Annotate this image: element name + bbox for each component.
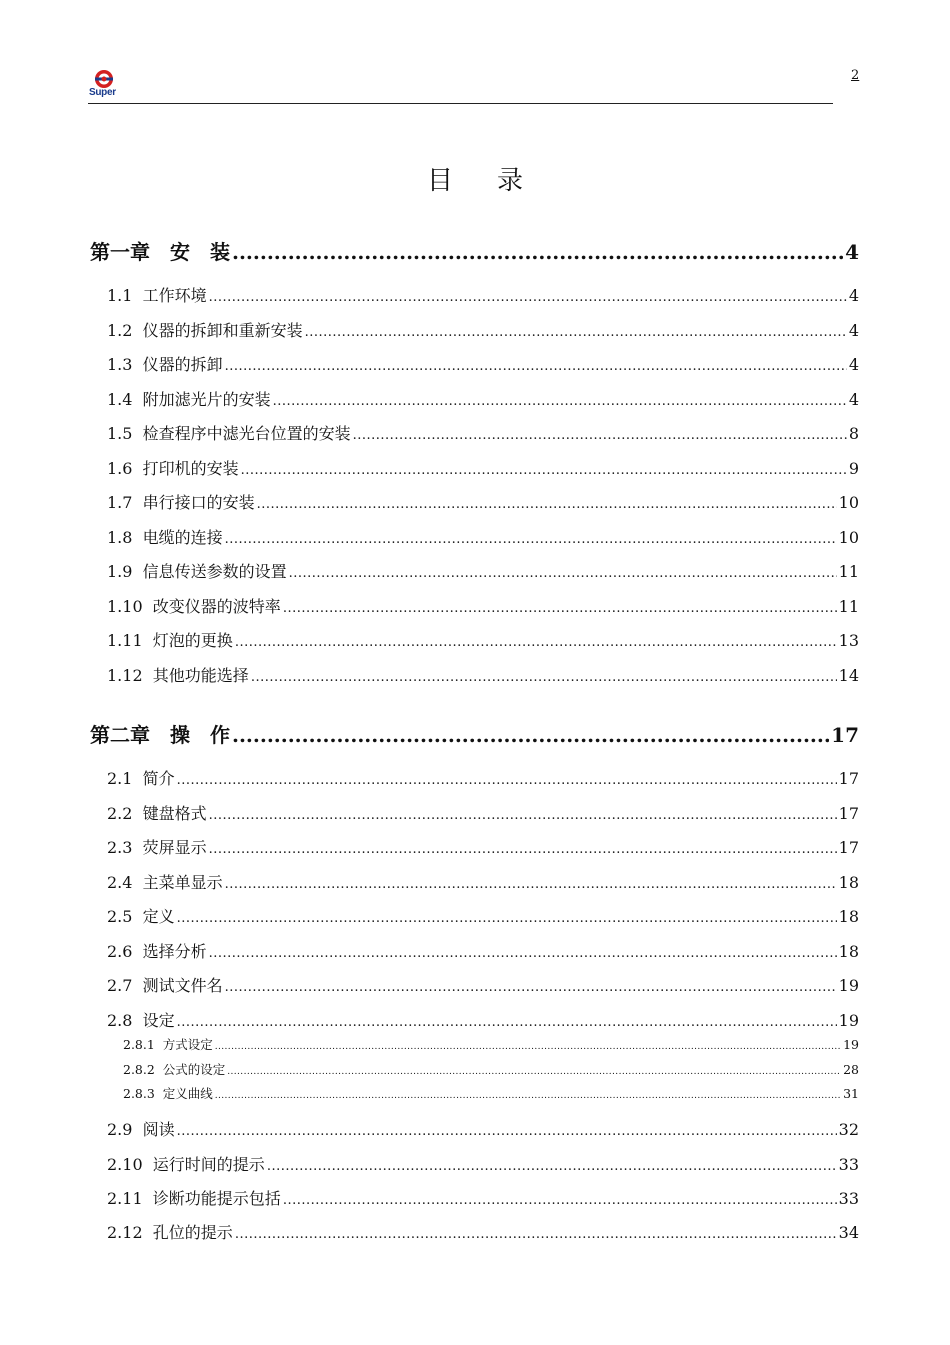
toc-entry-page: 32: [838, 1120, 859, 1139]
toc-entry-label: 1.4 附加滤光片的安装: [107, 390, 271, 409]
toc-entry-page: 33: [838, 1155, 859, 1174]
toc-entry-page: 8: [848, 424, 859, 443]
toc-leader-dots: [225, 877, 837, 892]
toc-leader-dots: [215, 1091, 841, 1101]
toc-leader-dots: [235, 1227, 837, 1242]
toc-section-entry[interactable]: [107, 766, 859, 789]
toc-leader-dots: [177, 911, 837, 926]
toc-entry-label: 2.8.2 公式的设定: [123, 1062, 226, 1077]
toc-entry-page: 18: [838, 942, 859, 961]
toc-section-entry[interactable]: [107, 870, 859, 893]
toc-entry-label: 2.2 键盘格式: [107, 804, 207, 823]
toc-entry-label: 第二章 操 作: [90, 723, 230, 747]
toc-entry-label: 2.9 阅读: [107, 1120, 175, 1139]
toc-section-entry[interactable]: [107, 456, 859, 479]
toc-entry-label: 1.12 其他功能选择: [107, 666, 249, 685]
toc-subsection-entry[interactable]: [123, 1035, 859, 1053]
toc-leader-dots: [241, 463, 847, 478]
toc-entry-label: 2.8.1 方式设定: [123, 1037, 213, 1052]
toc-entry-page: 4: [848, 286, 859, 305]
header-divider: [88, 103, 833, 104]
toc-leader-dots: [225, 532, 837, 547]
toc-entry-page: 9: [848, 459, 859, 478]
toc-leader-dots: [232, 723, 829, 747]
toc-subsection-entry[interactable]: [123, 1060, 859, 1078]
toc-entry-label: 2.1 简介: [107, 769, 175, 788]
toc-section-entry[interactable]: [107, 801, 859, 824]
toc-section-entry[interactable]: [107, 939, 859, 962]
toc-section-entry[interactable]: [107, 318, 859, 341]
toc-leader-dots: [227, 1067, 841, 1077]
toc-chapter-entry[interactable]: [90, 719, 859, 748]
toc-leader-dots: [353, 428, 847, 443]
toc-entry-page: 11: [838, 597, 859, 616]
toc-leader-dots: [257, 497, 837, 512]
toc-entry-label: 2.11 诊断功能提示包括: [107, 1189, 281, 1208]
toc-entry-label: 2.10 运行时间的提示: [107, 1155, 265, 1174]
toc-leader-dots: [273, 394, 847, 409]
toc-leader-dots: [209, 808, 837, 823]
toc-entry-label: 1.6 打印机的安装: [107, 459, 239, 478]
toc-section-entry[interactable]: [107, 1186, 859, 1209]
toc-entry-label: 2.7 测试文件名: [107, 976, 223, 995]
toc-entry-label: 1.5 检查程序中滤光台位置的安装: [107, 424, 351, 443]
toc-section-entry[interactable]: [107, 1008, 859, 1031]
toc-entry-label: 2.3 荧屏显示: [107, 838, 207, 857]
toc-entry-label: 2.6 选择分析: [107, 942, 207, 961]
toc-section-entry[interactable]: [107, 904, 859, 927]
toc-entry-page: 11: [838, 562, 859, 581]
toc-leader-dots: [177, 773, 837, 788]
toc-entry-page: 13: [838, 631, 859, 650]
company-logo: [89, 69, 119, 99]
toc-entry-page: 18: [838, 873, 859, 892]
toc-section-entry[interactable]: [107, 835, 859, 858]
toc-section-entry[interactable]: [107, 421, 859, 444]
toc-entry-label: 2.12 孔位的提示: [107, 1223, 233, 1242]
toc-leader-dots: [283, 1193, 837, 1208]
toc-entry-page: 19: [843, 1037, 859, 1052]
toc-chapter-entry[interactable]: [90, 236, 859, 265]
toc-leader-dots: [177, 1015, 837, 1030]
toc-leader-dots: [209, 842, 837, 857]
toc-section-entry[interactable]: [107, 594, 859, 617]
logo-text: Super: [89, 87, 116, 98]
toc-entry-label: 2.8.3 定义曲线: [123, 1086, 213, 1101]
toc-entry-page: 10: [838, 528, 859, 547]
toc-leader-dots: [289, 566, 837, 581]
toc-entry-label: 1.11 灯泡的更换: [107, 631, 233, 650]
toc-entry-page: 28: [843, 1062, 859, 1077]
toc-entry-label: 1.3 仪器的拆卸: [107, 355, 223, 374]
toc-section-entry[interactable]: [107, 1152, 859, 1175]
toc-entry-page: 33: [838, 1189, 859, 1208]
toc-section-entry[interactable]: [107, 559, 859, 582]
toc-leader-dots: [215, 1042, 841, 1052]
toc-leader-dots: [251, 670, 837, 685]
toc-entry-page: 17: [838, 769, 859, 788]
toc-entry-page: 31: [843, 1086, 859, 1101]
toc-section-entry[interactable]: [107, 525, 859, 548]
toc-leader-dots: [177, 1124, 837, 1139]
toc-section-entry[interactable]: [107, 283, 859, 306]
toc-entry-page: 17: [831, 723, 859, 747]
toc-section-entry[interactable]: [107, 490, 859, 513]
toc-entry-page: 4: [845, 240, 859, 264]
toc-entry-page: 34: [838, 1223, 859, 1242]
toc-entry-label: 2.5 定义: [107, 907, 175, 926]
toc-leader-dots: [209, 290, 847, 305]
toc-entry-page: 17: [838, 838, 859, 857]
toc-leader-dots: [232, 240, 843, 264]
toc-leader-dots: [225, 980, 837, 995]
toc-leader-dots: [209, 946, 837, 961]
toc-section-entry[interactable]: [107, 973, 859, 996]
toc-entry-page: 14: [838, 666, 859, 685]
toc-section-entry[interactable]: [107, 628, 859, 651]
toc-section-entry[interactable]: [107, 663, 859, 686]
toc-entry-label: 1.7 串行接口的安装: [107, 493, 255, 512]
toc-entry-label: 1.9 信息传送参数的设置: [107, 562, 287, 581]
toc-leader-dots: [267, 1159, 837, 1174]
toc-entry-label: 1.8 电缆的连接: [107, 528, 223, 547]
toc-entry-page: 4: [848, 390, 859, 409]
toc-entry-label: 1.2 仪器的拆卸和重新安装: [107, 321, 303, 340]
toc-section-entry[interactable]: [107, 1220, 859, 1243]
toc-section-entry[interactable]: [107, 387, 859, 410]
toc-leader-dots: [235, 635, 837, 650]
toc-section-entry[interactable]: [107, 352, 859, 375]
toc-title: 目录: [426, 166, 567, 196]
toc-entry-page: 4: [848, 355, 859, 374]
toc-entry-page: 4: [848, 321, 859, 340]
toc-entry-label: 2.4 主菜单显示: [107, 873, 223, 892]
toc-entry-page: 17: [838, 804, 859, 823]
toc-leader-dots: [283, 601, 837, 616]
toc-entry-label: 2.8 设定: [107, 1011, 175, 1030]
toc-entry-label: 第一章 安 装: [90, 240, 230, 264]
logo-emblem-icon: [93, 69, 115, 89]
toc-entry-label: 1.1 工作环境: [107, 286, 207, 305]
toc-entry-page: 19: [838, 976, 859, 995]
toc-subsection-entry[interactable]: [123, 1084, 859, 1102]
toc-leader-dots: [225, 359, 847, 374]
page-number: 2: [851, 68, 860, 83]
toc-leader-dots: [305, 325, 847, 340]
toc-entry-page: 10: [838, 493, 859, 512]
toc-entry-page: 19: [838, 1011, 859, 1030]
toc-entry-page: 18: [838, 907, 859, 926]
toc-entry-label: 1.10 改变仪器的波特率: [107, 597, 281, 616]
toc-section-entry[interactable]: [107, 1117, 859, 1140]
